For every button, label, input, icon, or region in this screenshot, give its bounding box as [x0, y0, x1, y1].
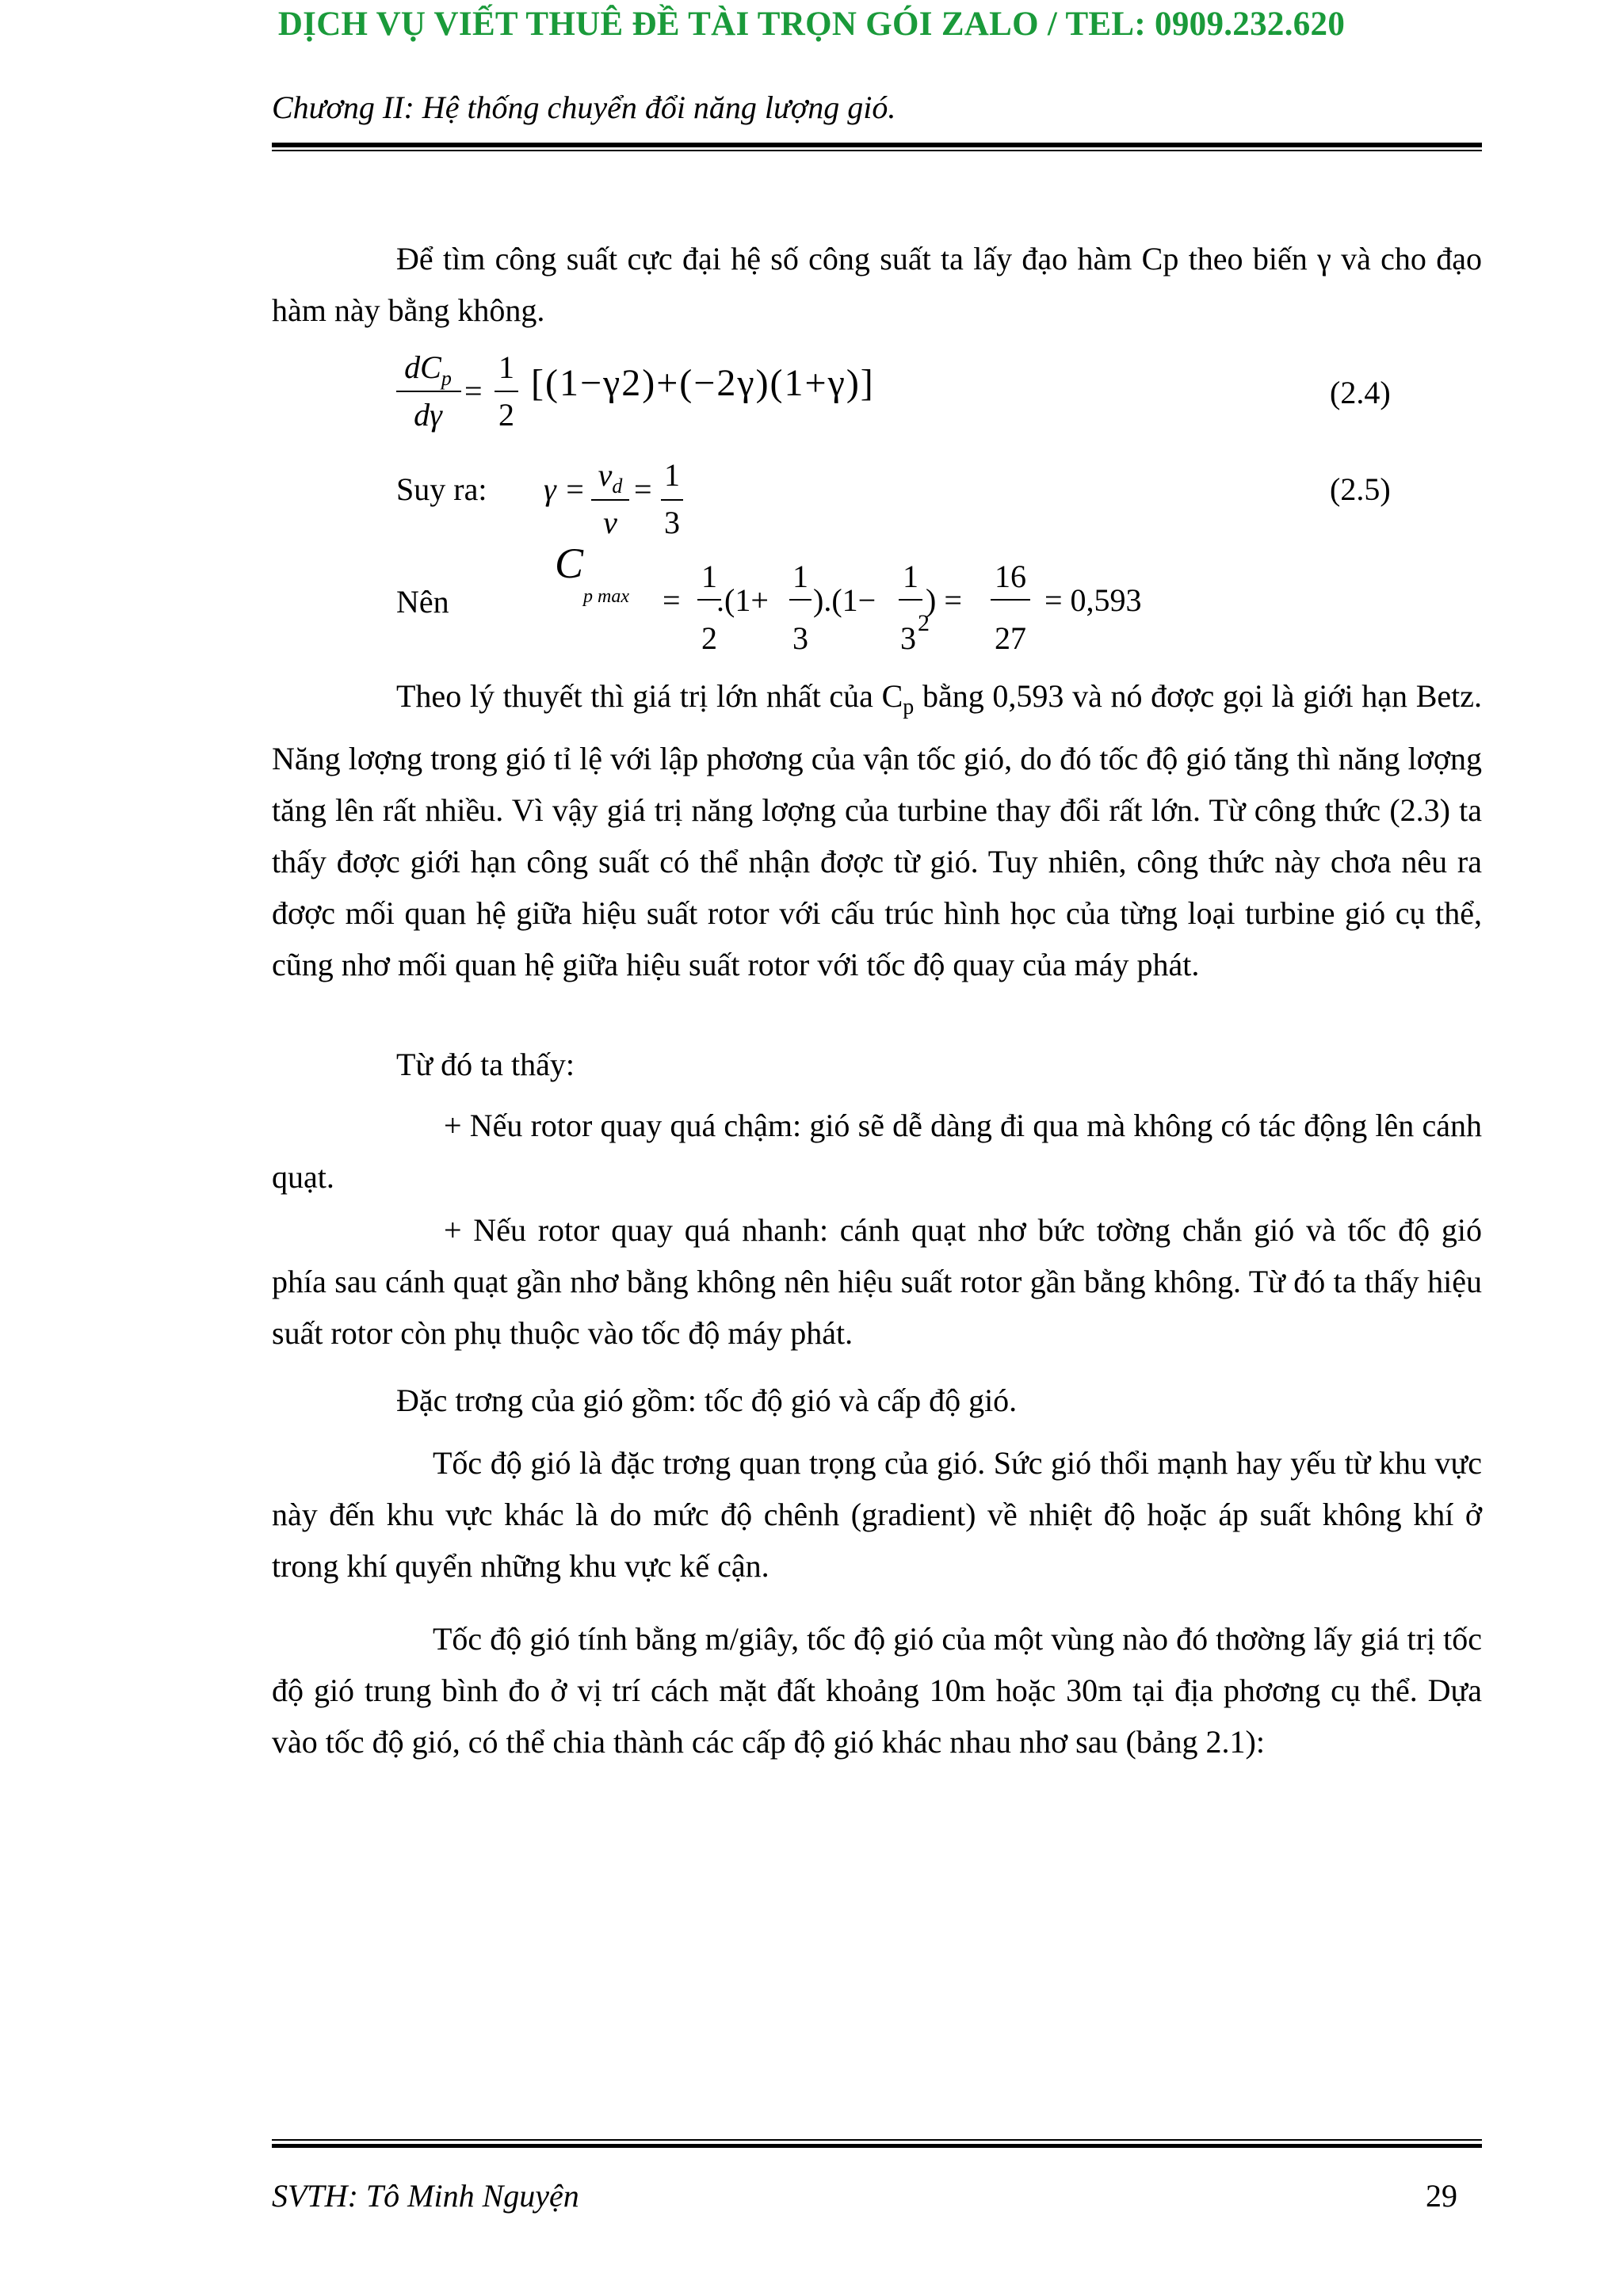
eq2-number: (2.5) — [1330, 471, 1391, 507]
eq3-part1: .(1+ — [716, 582, 769, 618]
eq3-square-numerator: 1 — [903, 559, 918, 594]
equation-2-4 — [396, 349, 1482, 444]
dac-trung-line: Đặc trơng của gió gồm: tốc độ gió và cấp độ gió. — [396, 1383, 1018, 1418]
toc-do-paragraph-2: Tốc độ gió tính bằng m/giây, tốc độ gió của một vùng nào đó thơờng lấy giá trị tốc độ gió trung bình đo ở vị trí cách mặt đất khoảng 10m hoặc 30m tại địa phơơng cụ thể. Dựa vào tốc độ gió, có thể chia thành các cấp độ gió khác nhau nhơ sau (bảng 2.1): — [272, 1621, 1482, 1760]
eq1-lhs-bar — [396, 391, 461, 392]
footer-rule-thick — [272, 2144, 1482, 2148]
eq1-lhs-denominator: dγ — [414, 397, 442, 433]
intro-paragraph: Để tìm công suất cực đại hệ số công suất ta lấy đạo hàm Cp theo biến γ và cho đạo hàm này bằng không. — [272, 241, 1482, 328]
eq2-bar — [591, 499, 629, 501]
eq1-rhs: [(1−γ2)+(−2γ)(1+γ)] — [531, 362, 875, 404]
eq3-third-denominator: 3 — [792, 620, 808, 656]
eq2-gamma: γ = — [544, 471, 586, 507]
eq2-num-text: v — [598, 457, 613, 493]
eq2-equals: = — [634, 471, 652, 507]
eq3-third-numerator: 1 — [792, 559, 808, 594]
eq1-lhs-num-text: dC — [404, 349, 441, 385]
eq1-coef-numerator: 1 — [498, 349, 514, 385]
eq3-label: Nên — [396, 584, 449, 620]
page-number: 29 — [1426, 2178, 1457, 2214]
eq3-subscript — [583, 586, 629, 608]
tu-do-line: Từ đó ta thấy: — [396, 1047, 575, 1082]
footer-rule-thin — [272, 2139, 1482, 2141]
eq1-lhs-num-sub: p — [441, 367, 452, 390]
eq3-third-bar — [789, 599, 812, 601]
eq3-square-exponent: 2 — [918, 610, 930, 636]
eq3-sub-text: p max — [583, 586, 629, 607]
eq3-square-denominator: 3 — [900, 620, 916, 656]
eq1-equals: = — [464, 373, 483, 409]
eq2-num-sub: d — [612, 475, 623, 498]
eq1-coef-denominator: 2 — [498, 397, 514, 433]
betz-rest: bằng 0,593 và nó đơợc gọi là giới hạn Betz. Năng lơợng trong gió tỉ lệ với lập phơơng của vận tốc gió, do đó tốc độ gió tăng thì năng lơợng tăng lên rất nhiều. Vì vậy giá trị năng lơợng của turbine thay đổi rất lớn. Từ công thức (2.3) ta thấy đơợc giới hạn công suất có thể nhận đơợc từ gió. Tuy nhiên, công thức này chơa nêu ra đơợc mối quan hệ giữa hiệu suất rotor với cấu trúc hình học của từng loại turbine gió cụ thể, cũng nhơ mối quan hệ giữa hiệu suất rotor với tốc độ quay của máy phát. — [272, 678, 1482, 982]
footer-author: SVTH: Tô Minh Nguyện — [272, 2178, 579, 2214]
bullet-fast: + Nếu rotor quay quá nhanh: cánh quạt nhơ bức tơờng chắn gió và tốc độ gió phía sau cánh quạt gần nhơ bằng không nên hiệu suất rotor gần bằng không. Từ đó ta thấy hiệu suất rotor còn phụ thuộc vào tốc độ máy phát. — [272, 1212, 1482, 1351]
eq3-equals-1: = — [663, 582, 681, 618]
betz-prefix: Theo lý thuyết thì giá trị lớn nhất của C — [396, 678, 903, 714]
header-rule-thick — [272, 143, 1482, 147]
banner: DỊCH VỤ VIẾT THUÊ ĐỀ TÀI TRỌN GÓI ZALO / TEL: 0909.232.620 — [277, 6, 1346, 43]
bullet-slow: + Nếu rotor quay quá chậm: gió sẽ dễ dàng đi qua mà không có tác động lên cánh quạt. — [272, 1108, 1482, 1195]
eq2-result-numerator: 1 — [664, 457, 680, 493]
eq3-square-bar — [899, 599, 922, 601]
eq2-numerator — [591, 456, 629, 498]
betz-paragraph — [272, 670, 1482, 990]
eq3-part3: ) = — [926, 582, 962, 618]
eq3-half-denominator: 2 — [701, 620, 717, 656]
eq1-number: (2.4) — [1330, 375, 1391, 410]
eq1-coef-bar — [495, 391, 518, 392]
eq2-result-denominator: 3 — [664, 505, 680, 540]
equation-cp-max — [396, 539, 1482, 673]
eq3-result-numerator: 16 — [995, 559, 1026, 594]
eq3-half-numerator: 1 — [701, 559, 717, 594]
eq2-denominator: v — [603, 505, 617, 540]
eq3-result-denominator: 27 — [995, 620, 1026, 656]
eq1-lhs-numerator — [396, 349, 460, 391]
eq2-label: Suy ra: — [396, 471, 487, 507]
eq3-C: C — [555, 540, 584, 587]
eq3-result-bar — [991, 599, 1030, 601]
chapter-title: Chương II: Hệ thống chuyển đổi năng lượng gió. — [272, 90, 896, 125]
eq3-result: = 0,593 — [1044, 582, 1142, 618]
toc-do-paragraph-1: Tốc độ gió là đặc trơng quan trọng của gió. Sức gió thổi mạnh hay yếu từ khu vực này đến khu vực khác là do mức độ chênh (gradient) về nhiệt độ hoặc áp suất không khí ở trong khí quyển những khu vực kế cận. — [272, 1445, 1482, 1584]
eq3-part2: ).(1− — [813, 582, 876, 618]
eq2-result-bar — [661, 499, 683, 501]
header-rule-thin — [272, 150, 1482, 151]
betz-subscript: p — [903, 695, 915, 719]
equation-2-5 — [396, 457, 1482, 548]
